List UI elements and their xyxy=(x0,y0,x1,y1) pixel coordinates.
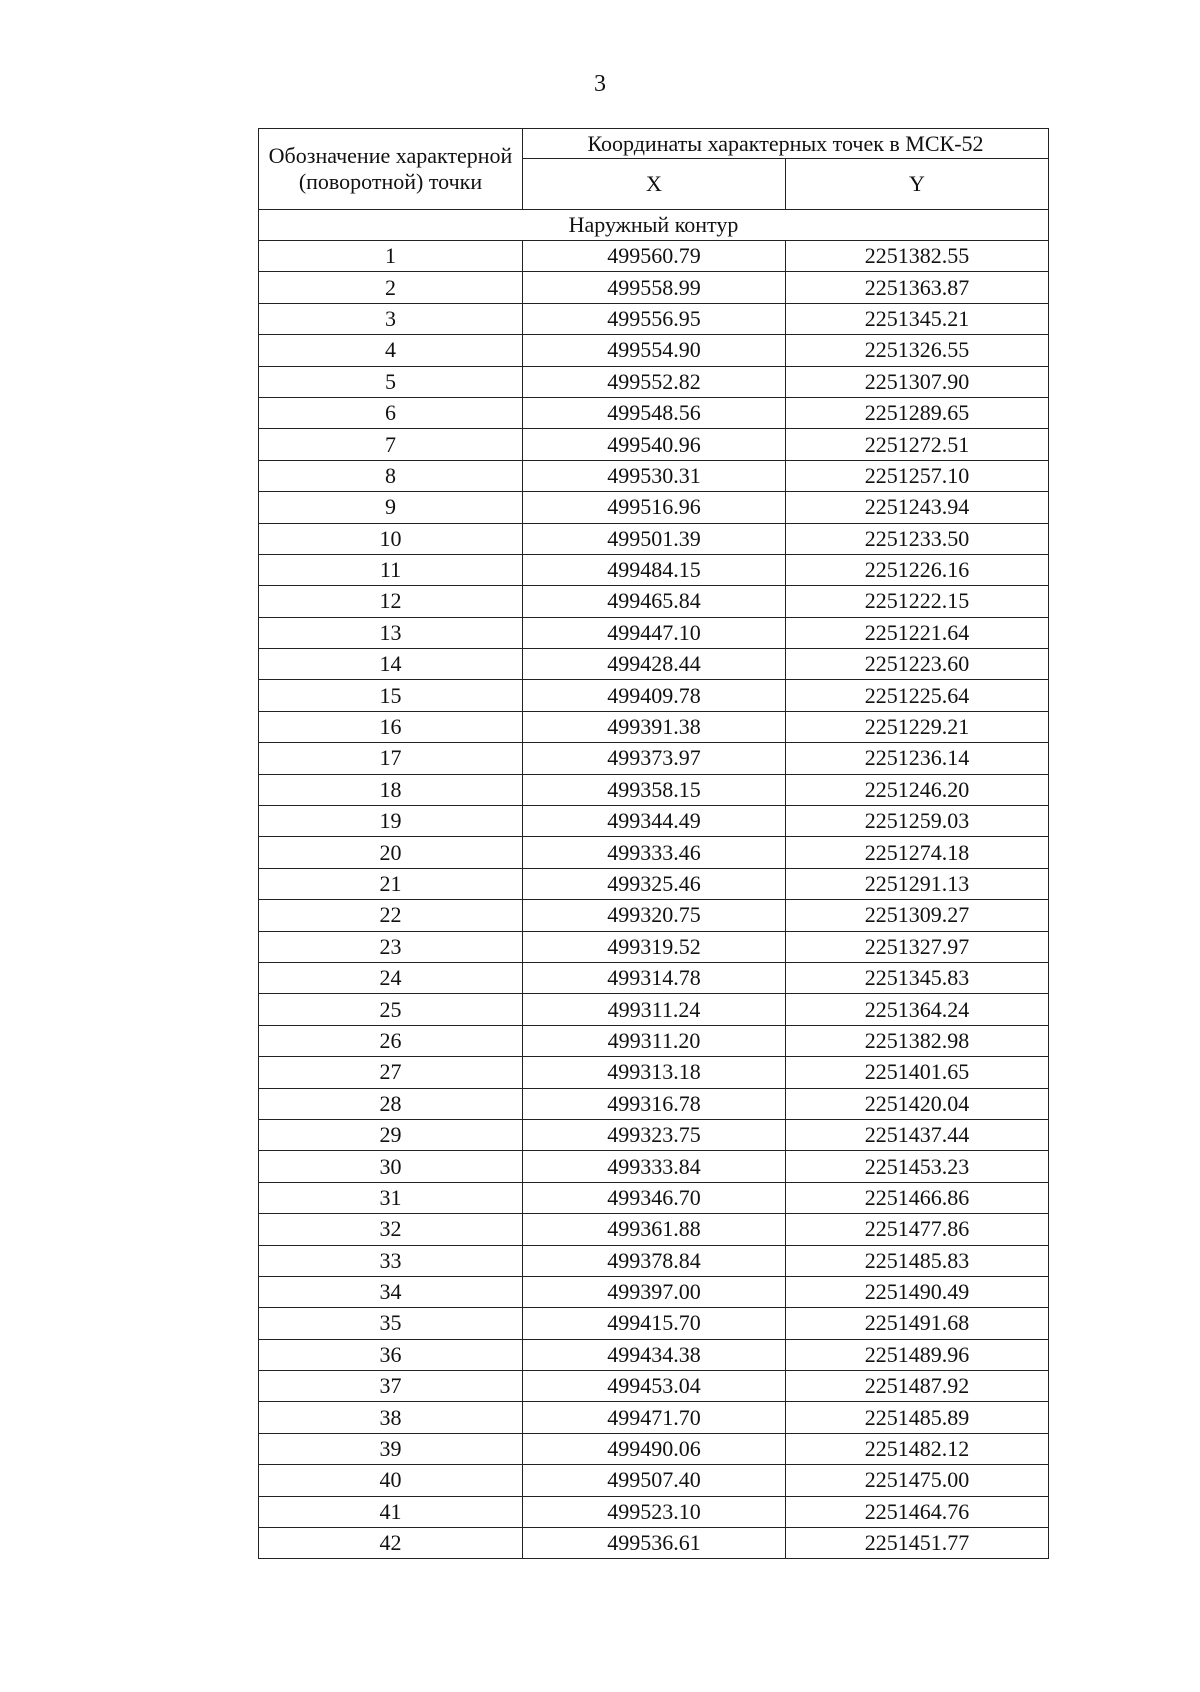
point-number-cell: 36 xyxy=(259,1339,523,1370)
table-row xyxy=(259,303,1049,334)
table-row xyxy=(259,1151,1049,1182)
point-number-cell: 4 xyxy=(259,335,523,366)
table-row xyxy=(259,900,1049,931)
y-column-header: Y xyxy=(786,159,1049,210)
point-number-cell: 3 xyxy=(259,303,523,334)
x-coordinate-cell: 499313.18 xyxy=(523,1057,786,1088)
y-coordinate-cell: 2251451.77 xyxy=(786,1528,1049,1559)
x-coordinate-cell: 499323.75 xyxy=(523,1119,786,1150)
point-number-cell: 20 xyxy=(259,837,523,868)
x-coordinate-cell: 499490.06 xyxy=(523,1433,786,1464)
table-row xyxy=(259,492,1049,523)
x-column-header: X xyxy=(523,159,786,210)
y-coordinate-cell: 2251243.94 xyxy=(786,492,1049,523)
y-coordinate-cell: 2251345.83 xyxy=(786,962,1049,993)
point-number-cell: 42 xyxy=(259,1528,523,1559)
x-coordinate-cell: 499319.52 xyxy=(523,931,786,962)
x-coordinate-cell: 499397.00 xyxy=(523,1276,786,1307)
point-number-cell: 2 xyxy=(259,272,523,303)
point-number-cell: 39 xyxy=(259,1433,523,1464)
table-row xyxy=(259,335,1049,366)
y-coordinate-cell: 2251225.64 xyxy=(786,680,1049,711)
y-coordinate-cell: 2251382.98 xyxy=(786,1025,1049,1056)
y-coordinate-cell: 2251420.04 xyxy=(786,1088,1049,1119)
x-coordinate-cell: 499391.38 xyxy=(523,711,786,742)
y-coordinate-cell: 2251382.55 xyxy=(786,241,1049,272)
point-number-cell: 22 xyxy=(259,900,523,931)
point-number-cell: 27 xyxy=(259,1057,523,1088)
x-coordinate-cell: 499552.82 xyxy=(523,366,786,397)
point-number-cell: 15 xyxy=(259,680,523,711)
table-row xyxy=(259,397,1049,428)
table-row xyxy=(259,1402,1049,1433)
y-coordinate-cell: 2251221.64 xyxy=(786,617,1049,648)
y-coordinate-cell: 2251236.14 xyxy=(786,743,1049,774)
point-number-cell: 19 xyxy=(259,806,523,837)
x-coordinate-cell: 499554.90 xyxy=(523,335,786,366)
table-row xyxy=(259,837,1049,868)
x-coordinate-cell: 499507.40 xyxy=(523,1465,786,1496)
x-coordinate-cell: 499501.39 xyxy=(523,523,786,554)
table-row xyxy=(259,429,1049,460)
table-row xyxy=(259,1119,1049,1150)
x-coordinate-cell: 499333.84 xyxy=(523,1151,786,1182)
y-coordinate-cell: 2251327.97 xyxy=(786,931,1049,962)
table-row xyxy=(259,460,1049,491)
y-coordinate-cell: 2251466.86 xyxy=(786,1182,1049,1213)
x-coordinate-cell: 499560.79 xyxy=(523,241,786,272)
x-coordinate-cell: 499447.10 xyxy=(523,617,786,648)
table-row xyxy=(259,617,1049,648)
point-number-cell: 35 xyxy=(259,1308,523,1339)
x-coordinate-cell: 499428.44 xyxy=(523,649,786,680)
point-number-cell: 31 xyxy=(259,1182,523,1213)
point-number-cell: 12 xyxy=(259,586,523,617)
page-number: 3 xyxy=(594,71,606,97)
y-coordinate-cell: 2251274.18 xyxy=(786,837,1049,868)
y-coordinate-cell: 2251259.03 xyxy=(786,806,1049,837)
table-row xyxy=(259,523,1049,554)
table-row xyxy=(259,1339,1049,1370)
table-row xyxy=(259,680,1049,711)
table-row xyxy=(259,366,1049,397)
point-number-cell: 30 xyxy=(259,1151,523,1182)
point-number-cell: 25 xyxy=(259,994,523,1025)
point-number-cell: 9 xyxy=(259,492,523,523)
x-coordinate-cell: 499484.15 xyxy=(523,554,786,585)
point-number-cell: 32 xyxy=(259,1214,523,1245)
table-row xyxy=(259,1088,1049,1119)
table-row xyxy=(259,1276,1049,1307)
point-number-cell: 18 xyxy=(259,774,523,805)
x-coordinate-cell: 499311.20 xyxy=(523,1025,786,1056)
x-coordinate-cell: 499314.78 xyxy=(523,962,786,993)
x-coordinate-cell: 499556.95 xyxy=(523,303,786,334)
point-number-cell: 28 xyxy=(259,1088,523,1119)
y-coordinate-cell: 2251482.12 xyxy=(786,1433,1049,1464)
point-number-cell: 5 xyxy=(259,366,523,397)
section-row xyxy=(259,210,1049,241)
point-number-cell: 40 xyxy=(259,1465,523,1496)
table-row xyxy=(259,806,1049,837)
table-row xyxy=(259,962,1049,993)
y-coordinate-cell: 2251309.27 xyxy=(786,900,1049,931)
x-coordinate-cell: 499373.97 xyxy=(523,743,786,774)
point-number-cell: 10 xyxy=(259,523,523,554)
table-body xyxy=(259,210,1049,1559)
coordinates-table xyxy=(258,128,1049,1559)
point-number-cell: 7 xyxy=(259,429,523,460)
x-coordinate-cell: 499320.75 xyxy=(523,900,786,931)
x-coordinate-cell: 499540.96 xyxy=(523,429,786,460)
y-coordinate-cell: 2251233.50 xyxy=(786,523,1049,554)
y-coordinate-cell: 2251291.13 xyxy=(786,868,1049,899)
x-coordinate-cell: 499453.04 xyxy=(523,1371,786,1402)
x-coordinate-cell: 499361.88 xyxy=(523,1214,786,1245)
coordinates-header: Координаты характерных точек в МСК-52 xyxy=(523,129,1049,159)
x-coordinate-cell: 499415.70 xyxy=(523,1308,786,1339)
x-coordinate-cell: 499434.38 xyxy=(523,1339,786,1370)
x-coordinate-cell: 499471.70 xyxy=(523,1402,786,1433)
table-row xyxy=(259,1496,1049,1527)
y-coordinate-cell: 2251477.86 xyxy=(786,1214,1049,1245)
table-row xyxy=(259,743,1049,774)
table-row xyxy=(259,931,1049,962)
x-coordinate-cell: 499378.84 xyxy=(523,1245,786,1276)
table-row xyxy=(259,649,1049,680)
y-coordinate-cell: 2251272.51 xyxy=(786,429,1049,460)
table-row xyxy=(259,1433,1049,1464)
x-coordinate-cell: 499325.46 xyxy=(523,868,786,899)
y-coordinate-cell: 2251453.23 xyxy=(786,1151,1049,1182)
table-row xyxy=(259,1214,1049,1245)
table-row xyxy=(259,994,1049,1025)
point-number-cell: 34 xyxy=(259,1276,523,1307)
table-row xyxy=(259,1025,1049,1056)
x-coordinate-cell: 499311.24 xyxy=(523,994,786,1025)
x-coordinate-cell: 499346.70 xyxy=(523,1182,786,1213)
point-number-cell: 23 xyxy=(259,931,523,962)
y-coordinate-cell: 2251364.24 xyxy=(786,994,1049,1025)
y-coordinate-cell: 2251226.16 xyxy=(786,554,1049,585)
point-number-cell: 21 xyxy=(259,868,523,899)
y-coordinate-cell: 2251475.00 xyxy=(786,1465,1049,1496)
x-coordinate-cell: 499548.56 xyxy=(523,397,786,428)
point-number-cell: 37 xyxy=(259,1371,523,1402)
table-row xyxy=(259,272,1049,303)
point-number-cell: 41 xyxy=(259,1496,523,1527)
x-coordinate-cell: 499358.15 xyxy=(523,774,786,805)
y-coordinate-cell: 2251257.10 xyxy=(786,460,1049,491)
point-number-cell: 33 xyxy=(259,1245,523,1276)
point-designation-header: Обозначение характерной (поворотной) точки xyxy=(259,129,523,210)
table-row xyxy=(259,1528,1049,1559)
table-row xyxy=(259,1182,1049,1213)
point-number-cell: 16 xyxy=(259,711,523,742)
x-coordinate-cell: 499344.49 xyxy=(523,806,786,837)
point-number-cell: 29 xyxy=(259,1119,523,1150)
table-row xyxy=(259,711,1049,742)
y-coordinate-cell: 2251464.76 xyxy=(786,1496,1049,1527)
y-coordinate-cell: 2251222.15 xyxy=(786,586,1049,617)
y-coordinate-cell: 2251490.49 xyxy=(786,1276,1049,1307)
point-number-cell: 1 xyxy=(259,241,523,272)
y-coordinate-cell: 2251485.83 xyxy=(786,1245,1049,1276)
y-coordinate-cell: 2251326.55 xyxy=(786,335,1049,366)
table-header xyxy=(259,129,1049,210)
point-number-cell: 14 xyxy=(259,649,523,680)
section-title: Наружный контур xyxy=(259,210,1049,241)
x-coordinate-cell: 499316.78 xyxy=(523,1088,786,1119)
y-coordinate-cell: 2251229.21 xyxy=(786,711,1049,742)
table-row xyxy=(259,1465,1049,1496)
table-row xyxy=(259,554,1049,585)
x-coordinate-cell: 499516.96 xyxy=(523,492,786,523)
y-coordinate-cell: 2251307.90 xyxy=(786,366,1049,397)
y-coordinate-cell: 2251246.20 xyxy=(786,774,1049,805)
table-row xyxy=(259,1057,1049,1088)
point-number-cell: 24 xyxy=(259,962,523,993)
point-number-cell: 38 xyxy=(259,1402,523,1433)
y-coordinate-cell: 2251491.68 xyxy=(786,1308,1049,1339)
table-row xyxy=(259,586,1049,617)
y-coordinate-cell: 2251289.65 xyxy=(786,397,1049,428)
y-coordinate-cell: 2251223.60 xyxy=(786,649,1049,680)
x-coordinate-cell: 499409.78 xyxy=(523,680,786,711)
point-number-cell: 11 xyxy=(259,554,523,585)
x-coordinate-cell: 499530.31 xyxy=(523,460,786,491)
y-coordinate-cell: 2251345.21 xyxy=(786,303,1049,334)
table-row xyxy=(259,774,1049,805)
y-coordinate-cell: 2251437.44 xyxy=(786,1119,1049,1150)
point-number-cell: 6 xyxy=(259,397,523,428)
x-coordinate-cell: 499333.46 xyxy=(523,837,786,868)
y-coordinate-cell: 2251363.87 xyxy=(786,272,1049,303)
y-coordinate-cell: 2251485.89 xyxy=(786,1402,1049,1433)
table-row xyxy=(259,1371,1049,1402)
table-row xyxy=(259,1245,1049,1276)
table-row xyxy=(259,1308,1049,1339)
x-coordinate-cell: 499536.61 xyxy=(523,1528,786,1559)
x-coordinate-cell: 499558.99 xyxy=(523,272,786,303)
x-coordinate-cell: 499523.10 xyxy=(523,1496,786,1527)
point-number-cell: 8 xyxy=(259,460,523,491)
x-coordinate-cell: 499465.84 xyxy=(523,586,786,617)
point-number-cell: 13 xyxy=(259,617,523,648)
y-coordinate-cell: 2251487.92 xyxy=(786,1371,1049,1402)
y-coordinate-cell: 2251489.96 xyxy=(786,1339,1049,1370)
point-number-cell: 17 xyxy=(259,743,523,774)
table-row xyxy=(259,868,1049,899)
point-number-cell: 26 xyxy=(259,1025,523,1056)
table-row xyxy=(259,241,1049,272)
y-coordinate-cell: 2251401.65 xyxy=(786,1057,1049,1088)
